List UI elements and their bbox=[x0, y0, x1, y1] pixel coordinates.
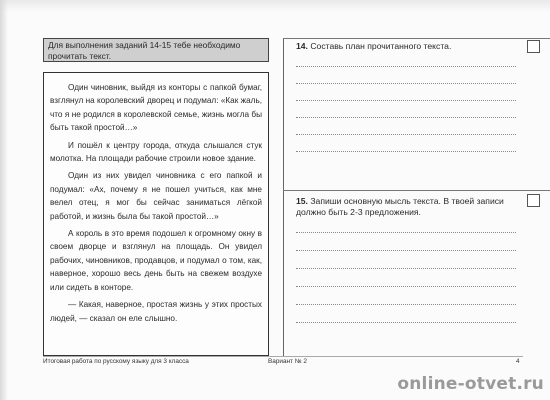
answer-line[interactable] bbox=[296, 134, 516, 135]
story-text-box bbox=[43, 72, 269, 356]
story-paragraph: — Какая, наверное, простая жизнь у этих простых людей, — сказал он еле слышно. bbox=[50, 300, 262, 323]
question-15-text: Запиши основную мысль текста. В твоей записи должно быть 2-3 предложения. bbox=[296, 196, 504, 217]
answer-line[interactable] bbox=[296, 232, 516, 233]
answer-line[interactable] bbox=[296, 250, 516, 251]
instructions-text: Для выполнения заданий 14-15 тебе необходимо прочитать текст. bbox=[48, 40, 241, 61]
answer-line[interactable] bbox=[296, 83, 516, 84]
footer-subject: Итоговая работа по русскому языку для 3 класса bbox=[43, 358, 189, 365]
question-15-number: 15. bbox=[296, 196, 308, 206]
answer-line[interactable] bbox=[296, 117, 516, 118]
story-paragraph: Один чиновник, выйдя из конторы с папкой бумаг, взглянул на королевский дворец и подумал: «Как жаль, что я не родился в королевской семье, жизнь могла бы быть такой простой…» bbox=[50, 83, 262, 133]
question-15-score-box bbox=[527, 194, 540, 207]
answer-line[interactable] bbox=[296, 268, 516, 269]
instructions-box bbox=[43, 38, 269, 62]
footer-variant: Вариант № 2 bbox=[268, 358, 307, 365]
question-15-top-rule bbox=[283, 190, 550, 191]
question-14-number: 14. bbox=[296, 41, 308, 51]
page-number: 4 bbox=[516, 358, 520, 365]
column-divider bbox=[283, 38, 284, 356]
scan-top-shadow bbox=[0, 0, 550, 12]
footer-rule bbox=[43, 356, 523, 357]
answer-line[interactable] bbox=[296, 304, 516, 305]
answer-line[interactable] bbox=[296, 151, 516, 152]
answer-line[interactable] bbox=[296, 322, 516, 323]
answer-line[interactable] bbox=[296, 100, 516, 101]
answer-line[interactable] bbox=[296, 66, 516, 67]
watermark: online-otvet.ru bbox=[397, 374, 544, 394]
question-14 bbox=[296, 41, 522, 52]
question-15 bbox=[296, 196, 522, 218]
story-paragraph: И пошёл к центру города, откуда слышался стук молотка. На площади рабочие строили новое здание. bbox=[50, 140, 262, 164]
question-14-text: Составь план прочитанного текста. bbox=[310, 41, 452, 51]
answer-line[interactable] bbox=[296, 286, 516, 287]
story-paragraph: А король в это время подошел к огромному окну в своем дворце и взглянул на площадь. Он увидел рабочих, чиновников, продавцов, и подумал о том, как, наверное, хорошо весь день быть на свежем воздухе или сидеть в конторе. bbox=[50, 229, 262, 292]
scan-edge-shadow bbox=[0, 0, 8, 400]
story-paragraph: Один из них увидел чиновника с его папкой и подумал: «Ах, почему я не пошел учиться, как мне велел отец, я мог бы сейчас заниматься лёгкой работой, и жизнь была бы такой простой…» bbox=[50, 171, 262, 221]
question-14-score-box bbox=[527, 40, 540, 53]
question-14-top-rule bbox=[283, 38, 550, 39]
